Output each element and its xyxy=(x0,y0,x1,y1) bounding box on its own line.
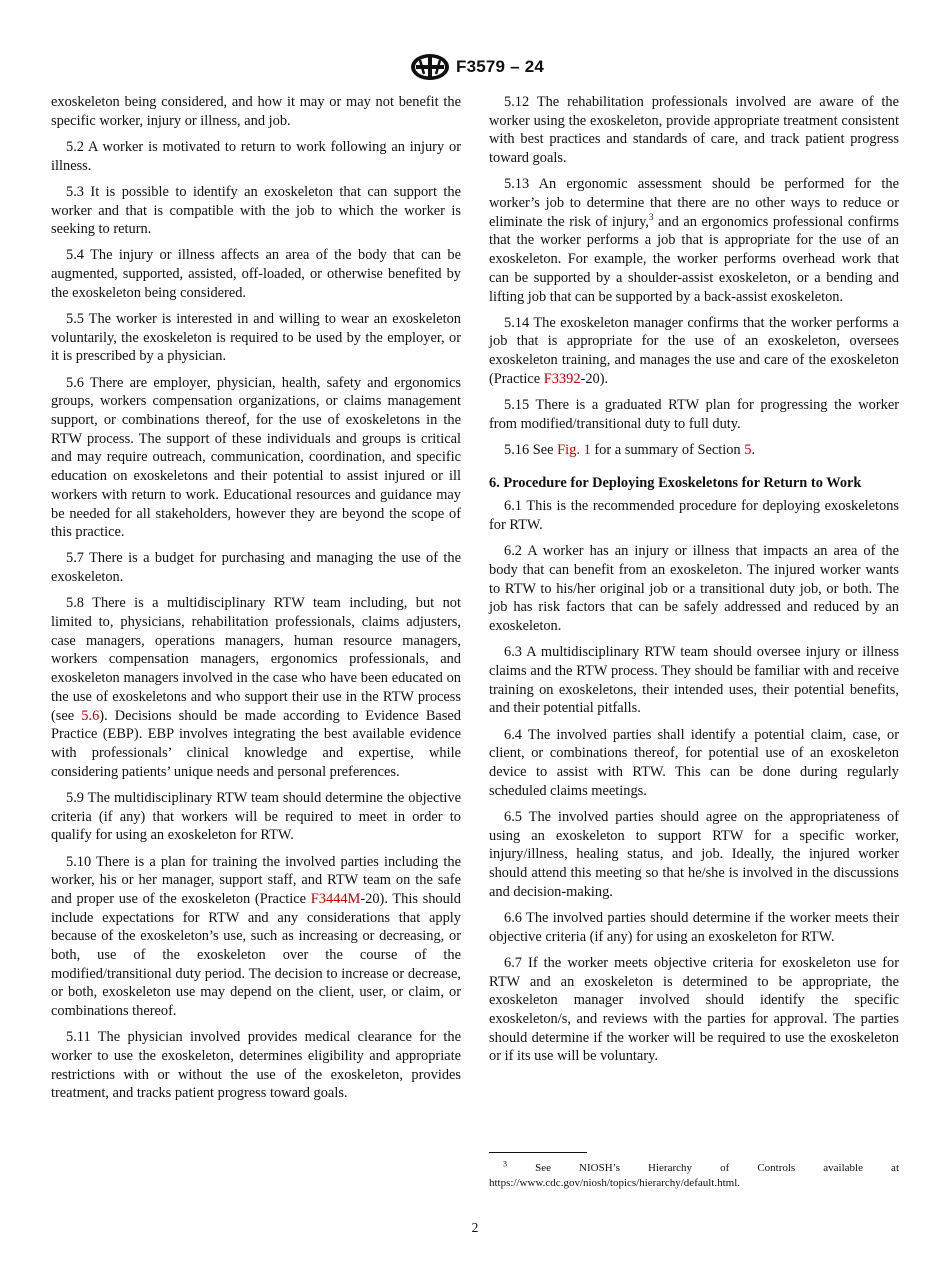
paragraph-6-2: 6.2 A worker has an injury or illness that impacts an area of the body that can benefit from an exoskeleton. The injured worker wants to RTW to his/her original job or a transitional duty job, or both. The job has risk factors that can be safely addressed and reduced by an exoskeleton. xyxy=(489,543,899,635)
paragraph-5-9: 5.9 The multidisciplinary RTW team should determine the objective criteria (if any) that workers will be required to meet in order to qualify for using an exoskeleton for RTW. xyxy=(51,789,461,844)
footnote-mark: 3 xyxy=(503,1159,507,1169)
section-5-6-link[interactable]: 5.6 xyxy=(81,707,100,724)
paragraph-5-16-text-b: for a summary of Section xyxy=(590,441,745,458)
paragraph-5-6: 5.6 There are employer, physician, health, safety and ergonomics groups, workers compensation organizations, or claims management support, or combinations thereof, for the use of exoskeletons in the RTW process. The support of these individuals and groups is critical and may require outreach, communication, coordination, and specific education on exoskeletons and their potential to assist injured or ill workers with return to work. Educational resources and guidance may be needed for all stakeholders, however they are beyond the scope of this practice. xyxy=(51,374,461,541)
paragraph-5-8-text-a: 5.8 There is a multidisciplinary RTW team including, but not limited to, physicians, rehabilitation professionals, claims adjusters, case managers, operations managers, human resource managers, workers compensation managers, ergonomics professionals, and exoskeleton managers involved in the case who have been educated on the use of exoskeletons and who support their use in the RTW process (see xyxy=(51,595,461,724)
fig-1-link[interactable]: Fig. 1 xyxy=(557,441,591,458)
practice-f3392-link[interactable]: F3392 xyxy=(543,370,581,387)
paragraph-5-10 xyxy=(51,853,461,1021)
paragraph-5-14-text-a: 5.14 The exoskeleton manager confirms that the worker performs a job that is appropriate for the use of an exoskeleton, oversees exoskeleton training, and manages the use and care of the exoskeleton (Practice xyxy=(489,314,899,387)
paragraph-5-2: 5.2 A worker is motivated to return to work following an injury or illness. xyxy=(51,138,461,174)
paragraph-5-14-text-b: -20). xyxy=(580,370,609,387)
paragraph-6-6: 6.6 The involved parties should determine if the worker meets their objective criteria (if any) for using an exoskeleton for RTW. xyxy=(489,909,899,945)
section-6-heading: 6. Procedure for Deploying Exoskeletons for Return to Work xyxy=(489,474,862,491)
paragraph-5-13-text-b: and an ergonomics professional confirms that the worker performs a job that is appropriate for the use of an exoskeleton. For example, the worker performs overhead work that can be supported by a shoulder-assist exoskeleton, or a bending and lifting job that can be supported by a back-assist exoskeleton. xyxy=(489,213,899,305)
paragraph-5-7: 5.7 There is a budget for purchasing and managing the use of the exoskeleton. xyxy=(51,550,461,586)
right-column xyxy=(489,93,899,1074)
paragraph-5-3: 5.3 It is possible to identify an exoskeleton that can support the worker and that is compatible with the job to which the worker is seeking to return. xyxy=(51,183,461,238)
section-5-link[interactable]: 5 xyxy=(744,441,752,458)
paragraph-5-13 xyxy=(489,175,899,306)
paragraph-5-14 xyxy=(489,314,899,389)
practice-f3444m-link[interactable]: F3444M xyxy=(310,890,361,907)
paragraph-5-12: 5.12 The rehabilitation professionals involved are aware of the worker using the exoskeleton, provide appropriate treatment consistent with best practices and standards of care, and track patient progress toward goals. xyxy=(489,94,899,167)
paragraph-continuation: exoskeleton being considered, and how it may or may not benefit the specific worker, injury or illness, and job. xyxy=(51,94,461,129)
left-column xyxy=(51,93,461,1111)
paragraph-5-13-text-a: 5.13 An ergonomic assessment should be performed for the worker’s job to determine that there are no other ways to reduce or eliminate the risk of injury, xyxy=(489,176,899,230)
paragraph-5-8 xyxy=(51,594,461,781)
paragraph-5-16-text-c: . xyxy=(751,441,756,458)
page-header xyxy=(0,52,950,86)
paragraph-5-10-text-b: -20). This should include expectations for RTW and any considerations that apply because of the exoskeleton’s use, such as increasing or decreasing, or both, use of the exoskeleton over the course of the modified/transitional duty period. The decision to increase or decrease, or both, exoskeleton use may depend on the client, user, or claim, or combinations thereof. xyxy=(51,890,461,1020)
paragraph-5-5: 5.5 The worker is interested in and willing to wear an exoskeleton voluntarily, the exoskeleton is required to be used by the employer, or it is prescribed by a physician. xyxy=(51,311,461,365)
paragraph-6-7: 6.7 If the worker meets objective criteria for exoskeleton use for RTW and an exoskeleton is determined to be appropriate, the exoskeleton manager involved should identify the specific exoskeleton/s, and reviews with the parties for approval. The parties should determine if the worker will be required to use the exoskeleton or if its use will be voluntary. xyxy=(489,954,899,1065)
paragraph-5-16 xyxy=(489,441,899,460)
paragraph-5-16-text-a: 5.16 See xyxy=(504,441,558,458)
footnote-divider xyxy=(489,1152,587,1153)
paragraph-5-8-text-b: ). Decisions should be made according to Evidence Based Practice (EBP). EBP involves integrating the best available evidence with professionals’ clinical knowledge and expertise, while considering patients’ unique needs and personal preferences. xyxy=(51,707,462,780)
page-number: 2 xyxy=(471,1220,479,1235)
paragraph-6-5: 6.5 The involved parties should agree on the appropriateness of using an exoskeleton to support RTW for a specific worker, injury/illness, healing status, and job. Ideally, the injured worker should attend this meeting so that he/she is involved in the discussions and decision-making. xyxy=(489,808,899,900)
footnote-3-reference: 3 xyxy=(648,211,654,222)
paragraph-6-1: 6.1 This is the recommended procedure for deploying exoskeletons for RTW. xyxy=(489,498,899,534)
paragraph-5-4: 5.4 The injury or illness affects an area of the body that can be augmented, supported, assisted, off-loaded, or otherwise benefited by the exoskeleton being considered. xyxy=(51,247,461,301)
footnote-3 xyxy=(489,1161,899,1192)
paragraph-6-3: 6.3 A multidisciplinary RTW team should oversee injury or illness claims and the RTW process. They should be familiar with and receive training on exoskeletons, their intended uses, their potential benefits, and their potential pitfalls. xyxy=(489,644,899,717)
paragraph-5-15: 5.15 There is a graduated RTW plan for progressing the worker from modified/transitional duty to full duty. xyxy=(489,397,899,432)
paragraph-5-11: 5.11 The physician involved provides medical clearance for the worker to use the exoskeleton, determines eligibility and appropriate restrictions with or without the use of the exoskeleton, provides treatment, and tracks patient progress toward goals. xyxy=(51,1029,461,1102)
document-id: F3579 – 24 xyxy=(456,57,545,76)
astm-logo-icon xyxy=(408,52,452,82)
paragraph-6-4: 6.4 The involved parties shall identify a potential claim, case, or client, or combinations thereof, for potential use of an exoskeleton device to assist with RTW. This can be done during regularly scheduled claims meetings. xyxy=(489,726,899,799)
footnote-text: See NIOSH’s Hierarchy of Controls available at https://www.cdc.gov/niosh/topics/hierarchy/default.html. xyxy=(489,1162,899,1190)
paragraph-5-10-text-a: 5.10 There is a plan for training the involved parties including the worker, his or her manager, support staff, and RTW team on the safe and proper use of the exoskeleton (Practice xyxy=(51,853,461,907)
